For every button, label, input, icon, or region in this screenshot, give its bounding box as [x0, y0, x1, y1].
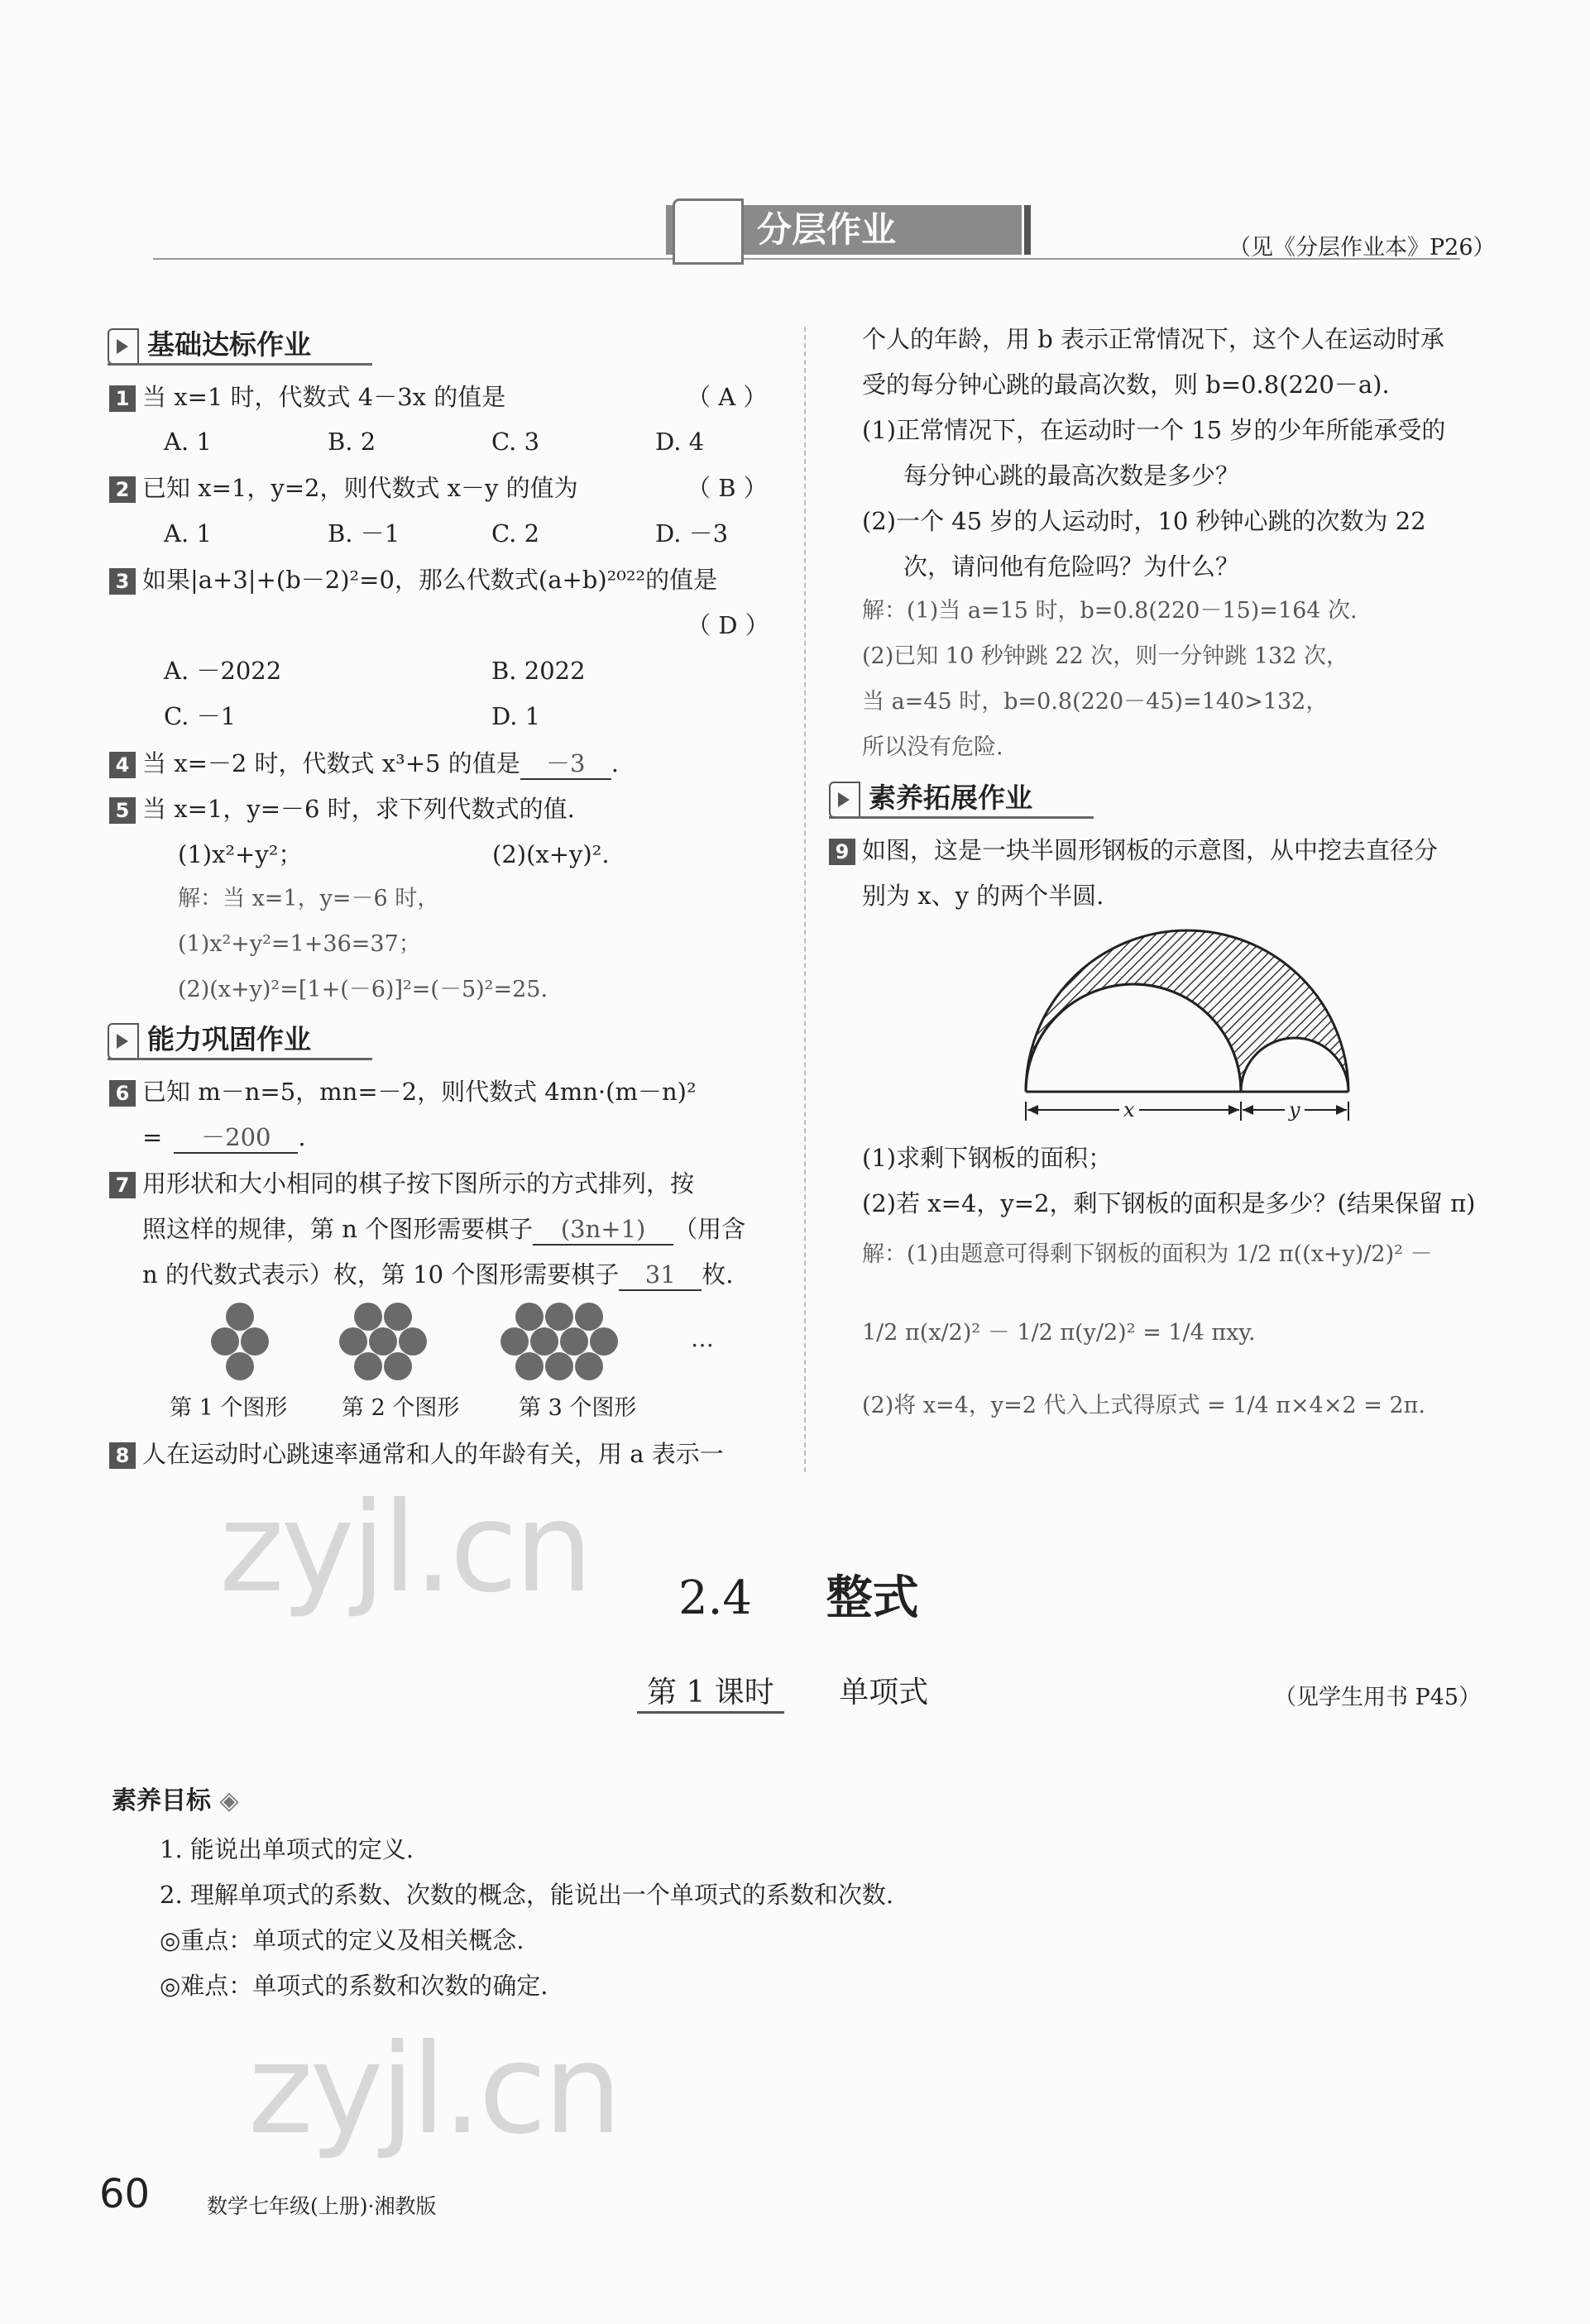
q8-cont-2: 受的每分钟心跳的最高次数，则 b=0.8(220－a). — [862, 371, 1390, 399]
q9-line2: 别为 x、y 的两个半圆. — [862, 882, 1104, 910]
goal-2: 2. 理解单项式的系数、次数的概念，能说出一个单项式的系数和次数. — [160, 1881, 894, 1909]
q1: 1 当 x=1 时，代数式 4－3x 的值是 — [109, 382, 505, 412]
q7-caption-3: 第 3 个图形 — [519, 1395, 637, 1421]
label-x: x — [1123, 1098, 1135, 1121]
watermark-1: zyjl.cn — [219, 1476, 591, 1620]
q9-solution-2: 1/2 π(x/2)² － 1/2 π(y/2)² = 1/4 πxy. — [862, 1320, 1256, 1346]
figure-ellipsis: … — [691, 1325, 714, 1352]
figure-2 — [339, 1303, 427, 1380]
q7-caption-1: 第 1 个图形 — [170, 1395, 288, 1421]
goals-title: 素养目标 ◈ — [112, 1786, 239, 1815]
q9-solution-3: (2)将 x=4，y=2 代入上式得原式 = 1/4 π×4×2 = 2π. — [862, 1393, 1425, 1418]
lesson-heading — [678, 1561, 919, 1628]
q8-solution-1: 解：(1)当 a=15 时，b=0.8(220－15)=164 次. — [862, 598, 1358, 624]
banner-title: 分层作业 — [757, 209, 897, 250]
q7-line2: 照这样的规律，第 n 个图形需要棋子 (3n+1) （用含 — [142, 1214, 745, 1246]
q9-part1: (1)求剩下钢板的面积； — [862, 1144, 1113, 1172]
q3: 3 如果|a+3|+(b－2)²=0，那么代数式(a+b)²⁰²²的值是 — [109, 565, 717, 595]
lesson-period: 第 1 课时 单项式 — [637, 1675, 928, 1714]
goal-1: 1. 能说出单项式的定义. — [160, 1835, 414, 1863]
q8-solution-2: (2)已知 10 秒钟跳 22 次，则一分钟跳 132 次， — [862, 643, 1348, 669]
q8-cont-6: 次，请问他有危险吗？为什么？ — [903, 552, 1240, 581]
q8-cont-3: (1)正常情况下，在运动时一个 15 岁的少年所能承受的 — [862, 416, 1446, 444]
q7-line3: n 的代数式表示）枚，第 10 个图形需要棋子 31 枚. — [142, 1260, 733, 1291]
label-y: y — [1289, 1098, 1300, 1121]
figure-1 — [211, 1303, 269, 1380]
page-number: 60 — [99, 2171, 151, 2217]
q8-cont-5: (2)一个 45 岁的人运动时，10 秒钟心跳的次数为 22 — [862, 507, 1426, 535]
header-banner — [666, 205, 1022, 255]
arrow-icon — [108, 1023, 139, 1059]
q5-solution-1: 解：当 x=1，y=－6 时， — [178, 886, 440, 911]
q9-part2: (2)若 x=4，y=2，剩下钢板的面积是多少？(结果保留 π) — [862, 1189, 1476, 1217]
watermark-2: zyjl.cn — [248, 2018, 620, 2162]
q5-part2: (2)(x+y)². — [492, 840, 610, 868]
q1-answer: （ A ） — [687, 383, 768, 411]
arrow-icon — [108, 328, 139, 365]
q8: 8 人在运动时心跳速率通常和人的年龄有关，用 a 表示一 — [109, 1439, 724, 1469]
q9-solution-1: 解：(1)由题意可得剩下钢板的面积为 1/2 π((x+y)/2)² － — [862, 1241, 1433, 1267]
header-ref: （见《分层作业本》P26） — [1228, 235, 1496, 261]
q5-solution-3: (2)(x+y)²=[1+(－6)]²=(－5)²=25. — [178, 977, 548, 1002]
section-basic: 基础达标作业 — [108, 324, 372, 366]
lesson-ref: （见学生用书 P45） — [1274, 1685, 1482, 1710]
arrow-icon — [829, 782, 860, 818]
q7-caption-2: 第 2 个图形 — [342, 1395, 460, 1421]
q3-answer: （ D ） — [687, 611, 769, 639]
book-title: 数学七年级(上册)·湘教版 — [207, 2194, 437, 2218]
lesson-title: 整式 — [826, 1571, 919, 1625]
banner-letter-icon — [673, 198, 744, 265]
diamond-arrow-icon: ◈ — [219, 1786, 239, 1815]
goal-key: ◎重点：单项式的定义及相关概念. — [160, 1926, 524, 1954]
figure-3 — [500, 1303, 618, 1380]
q7: 7 用形状和大小相同的棋子按下图所示的方式排列，按 — [109, 1169, 694, 1198]
q9: 9 如图，这是一块半圆形钢板的示意图，从中挖去直径分 — [829, 835, 1438, 865]
lesson-number: 2.4 — [678, 1571, 753, 1625]
q5-part1: (1)x²+y²； — [178, 840, 303, 868]
q4: 4 当 x=－2 时，代数式 x³+5 的值是 －3 . — [109, 748, 619, 780]
q5: 5 当 x=1，y=－6 时，求下列代数式的值. — [109, 794, 575, 824]
q6-answer: = －200 . — [142, 1122, 306, 1154]
q6: 6 已知 m－n=5，mn=－2，则代数式 4mn·(m－n)² — [109, 1077, 697, 1107]
column-divider — [804, 327, 806, 1472]
q8-cont-4: 每分钟心跳的最高次数是多少？ — [903, 461, 1240, 490]
goal-hard: ◎难点：单项式的系数和次数的确定. — [160, 1972, 548, 2000]
q8-solution-4: 所以没有危险. — [862, 734, 1003, 760]
q3-options: A. －2022 B. 2022 C. －1 D. 1 — [164, 657, 586, 730]
q7-figure — [190, 1298, 728, 1389]
q2-answer: （ B ） — [687, 474, 768, 502]
section-extend: 素养拓展作业 — [829, 777, 1094, 819]
banner-end — [1024, 205, 1031, 255]
section-ability: 能力巩固作业 — [108, 1019, 372, 1060]
q8-solution-3: 当 a=45 时，b=0.8(220－45)=140>132， — [862, 689, 1329, 715]
q5-solution-2: (1)x²+y²=1+36=37； — [178, 931, 421, 957]
q9-semicircle-figure — [1013, 926, 1361, 1129]
q2: 2 已知 x=1，y=2，则代数式 x－y 的值为 — [109, 473, 578, 503]
q8-cont-1: 个人的年龄，用 b 表示正常情况下，这个人在运动时承 — [862, 325, 1445, 353]
